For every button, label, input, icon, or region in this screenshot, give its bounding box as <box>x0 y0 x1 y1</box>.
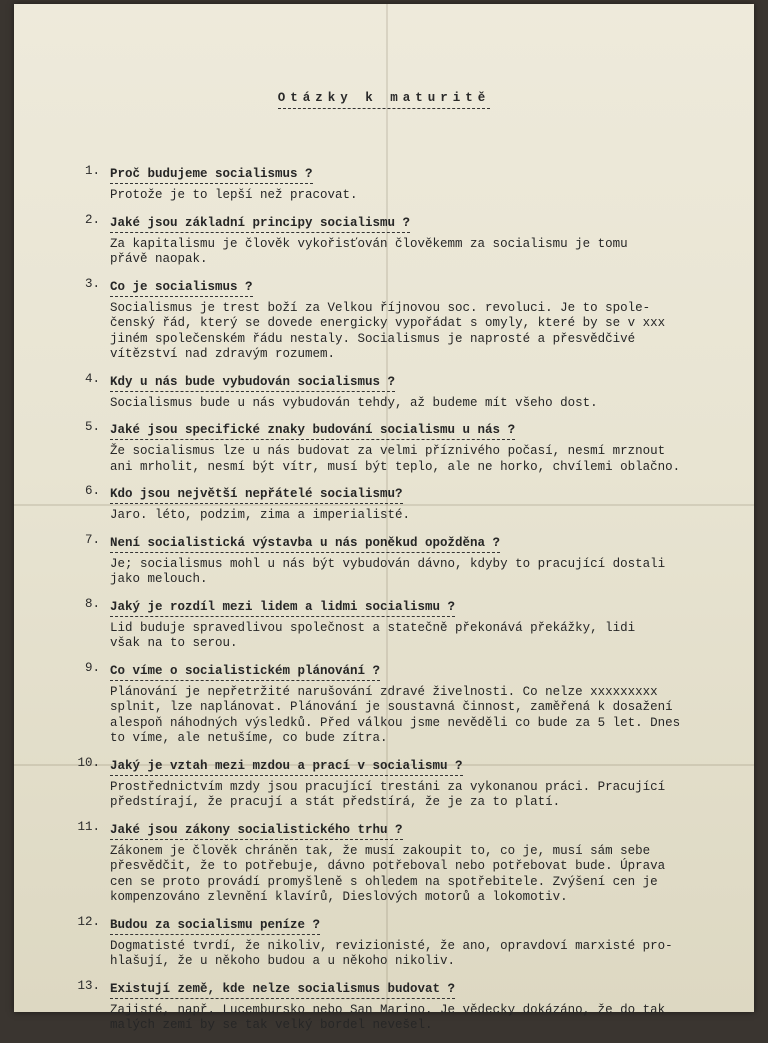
question-number: 9. <box>84 660 100 675</box>
question-item <box>72 661 732 747</box>
question-item <box>72 915 732 970</box>
question-text: Co je socialismus ? <box>110 279 253 297</box>
question-number: 6. <box>84 484 100 498</box>
answer-text: Lid buduje spravedlivou společnost a statečně překonává překážky, lidi však na to serou. <box>110 620 636 650</box>
answer-text: Je; socialismus mohl u nás být vybudován dávno, kdyby to pracující dostali jako melouch. <box>110 556 666 586</box>
answer-text: Socialismus bude u nás vybudován tehdy, až budeme mít všeho dost. <box>110 395 598 410</box>
question-number: 2. <box>84 212 100 227</box>
answer-text: Zajisté, např. Lucembursko nebo San Marino. Je vědecky dokázáno, že do tak malých zemí by se tak velký bordel nevešel. <box>110 1002 666 1032</box>
answer-text: Že socialismus lze u nás budovat za velmi příznivého počasí, nesmí mrznout ani mrholit, nesmí být vítr, musí být teplo, ale ne horko, chvílemi oblačno. <box>110 444 681 474</box>
question-item <box>72 213 732 268</box>
question-number: 12. <box>77 914 100 929</box>
question-number: 10. <box>77 755 100 770</box>
question-item <box>72 533 732 588</box>
answer-text: Protože je to lepší než pracovat. <box>110 188 358 202</box>
question-text: Co víme o socialistickém plánování ? <box>110 663 380 681</box>
question-number: 1. <box>84 164 100 178</box>
title-row <box>14 88 754 109</box>
question-text: Není socialistická výstavba u nás poněkud opožděna ? <box>110 535 500 553</box>
question-text: Existují země, kde nelze socialismus budovat ? <box>110 981 455 999</box>
question-number: 3. <box>84 276 100 291</box>
question-item <box>72 979 732 1034</box>
question-item <box>72 420 732 475</box>
answer-text: Jaro. léto, podzim, zima a imperialisté. <box>110 508 411 522</box>
question-text: Budou za socialismu peníze ? <box>110 917 320 935</box>
question-text: Jaký je rozdíl mezi lidem a lidmi socialismu ? <box>110 599 455 617</box>
question-text: Proč budujeme socialismus ? <box>110 166 313 184</box>
question-number: 4. <box>84 371 100 386</box>
answer-text: Plánování je nepřetržité narušování zdravé živelnosti. Co nelze xxxxxxxxx splnit, lze naplánovat. Plánování je soustavná činnost, zaměřená k dosažení alespoň náhodných výsledků. Před válkou jsme nevěděli co bude za 5 let. Dnes to víme, ale netušíme, co bude zítra. <box>110 684 681 745</box>
question-text: Kdy u nás bude vybudován socialismus ? <box>110 374 395 392</box>
answer-text: Za kapitalismu je člověk vykořisťován člověkemm za socialismu je tomu přávě naopak. <box>110 236 628 266</box>
question-number: 8. <box>84 596 100 611</box>
typewritten-page <box>14 4 754 1032</box>
question-text: Kdo jsou největší nepřátelé socialismu? <box>110 486 403 504</box>
question-number: 5. <box>84 420 100 434</box>
question-item <box>72 756 732 811</box>
question-item <box>72 597 732 652</box>
question-number: 11. <box>77 819 100 834</box>
question-list <box>72 164 732 1043</box>
page-title: Otázky k maturitě <box>278 91 491 109</box>
question-text: Jaký je vztah mezi mzdou a prací v socialismu ? <box>110 758 463 776</box>
answer-text: Zákonem je člověk chráněn tak, že musí zakoupit to, co je, musí sám sebe přesvědčit, že to potřebuje, dávno potřeboval nebo potřebovat bude. Úprava cen se proto provádí promyšleně s ohledem na spotřebitele. Zvýšení cen je kompenzováno zlevnění klavírů, Dieslových motorů a lokomotiv. <box>110 843 666 904</box>
answer-text: Socialismus je trest boží za Velkou říjnovou soc. revoluci. Je to spole- čenský řád, který se dovede energicky vypořádat s omyly, které by se v xxx jiném společenském řádu nestaly. Socialismus je naprosté a přesvědčivé vítězství nad zdravým rozumem. <box>110 300 666 361</box>
question-item <box>72 164 732 204</box>
question-number: 7. <box>84 532 100 547</box>
question-number: 13. <box>77 978 100 993</box>
question-item <box>72 484 732 524</box>
question-item <box>72 372 732 412</box>
question-item <box>72 820 732 906</box>
question-text: Jaké jsou základní principy socialismu ? <box>110 215 410 233</box>
question-text: Jaké jsou zákony socialistického trhu ? <box>110 822 403 840</box>
answer-text: Prostřednictvím mzdy jsou pracující trestáni za vykonanou práci. Pracující předstírají, že pracují a stát předstírá, že je za to platí. <box>110 779 666 809</box>
question-text: Jaké jsou specifické znaky budování socialismu u nás ? <box>110 422 515 440</box>
question-item <box>72 277 732 363</box>
answer-text: Dogmatisté tvrdí, že nikoliv, revizionisté, že ano, opravdoví marxisté pro- hlašují, že u někoho budou a u někoho nikoliv. <box>110 938 673 968</box>
